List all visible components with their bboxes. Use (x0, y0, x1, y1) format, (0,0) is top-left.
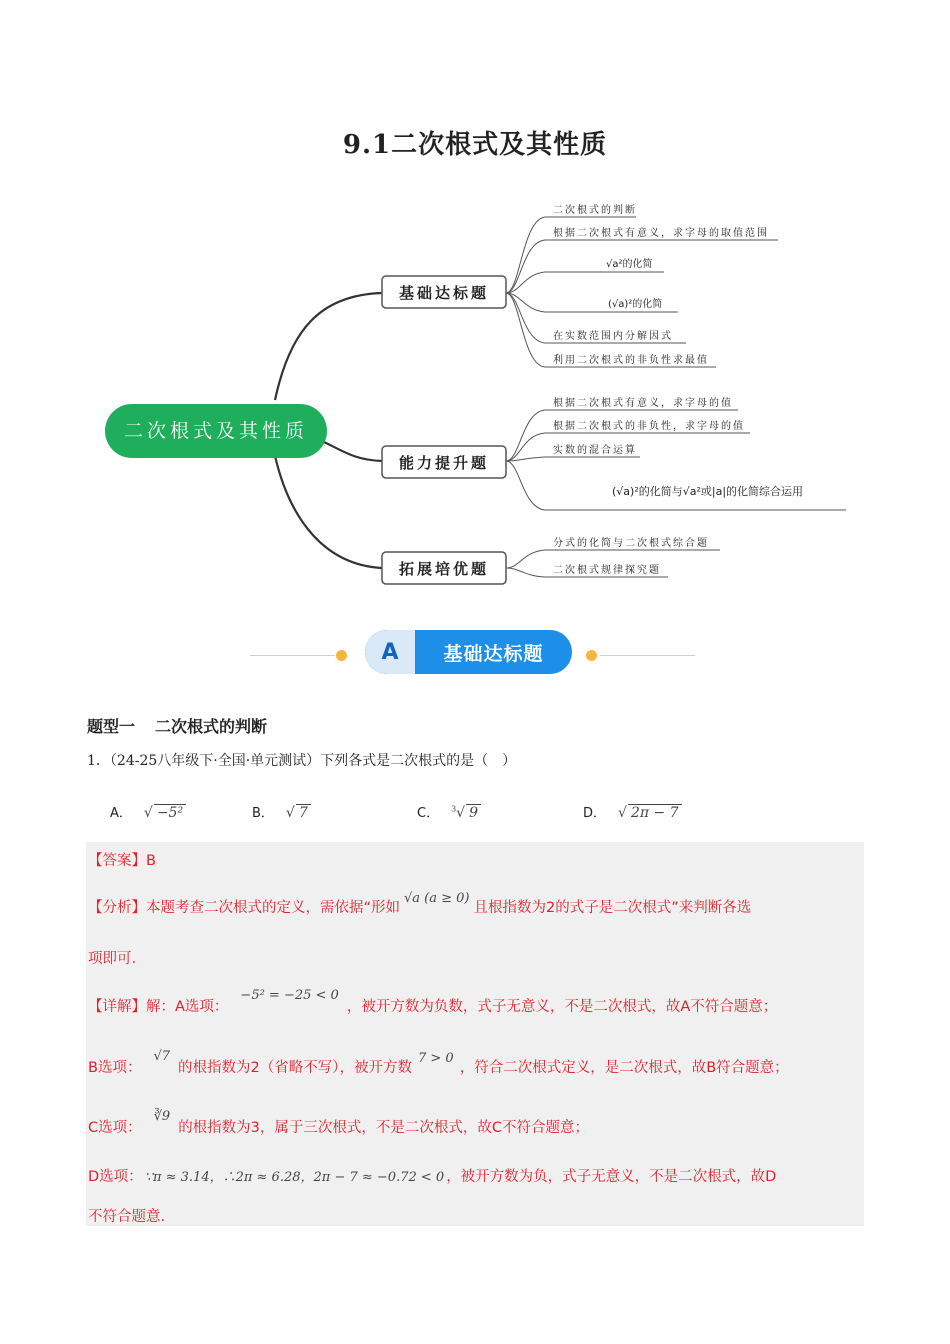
detail-b-mid: 的根指数为2（省略不写），被开方数 (178, 1060, 412, 1076)
analysis-tag: 【分析】 (88, 900, 146, 916)
detail-tag: 【详解】 (88, 999, 146, 1015)
leaf-basic-5: 在实数范围内分解因式 (553, 331, 673, 342)
branch-label-extension: 拓展培优题 (398, 560, 490, 578)
detail-b-post: ，符合二次根式定义，是二次根式，故B符合题意； (459, 1060, 789, 1076)
banner-pill (365, 630, 572, 674)
detail-b-math1: √7 (153, 1049, 171, 1064)
option-c-index: 3 (451, 804, 457, 814)
section-name: 二次根式的判断 (155, 717, 268, 736)
banner-dot-right (586, 650, 597, 661)
section-label: 题型一 (87, 717, 136, 736)
banner-dot-left (336, 650, 347, 661)
option-c-radicand: 9 (466, 804, 481, 821)
detail-d-math: ∵π ≈ 3.14，∴2π ≈ 6.28，2π − 7 ≈ −0.72 < 0 (144, 1170, 445, 1185)
detail-d-line (88, 1165, 776, 1186)
analysis-text-a: 本题考查二次根式的定义，需依据“形如 (146, 900, 401, 916)
banner-line-right (600, 655, 695, 656)
option-c: C． $^3$√ 9 (417, 786, 481, 821)
detail-a-post: ，被开方数为负数，式子无意义，不是二次根式，故A不符合题意； (346, 999, 778, 1015)
leaf-ext-1: 分式的化简与二次根式综合题 (553, 538, 709, 549)
option-a-label: A． (110, 806, 132, 821)
detail-b-math2: 7 > 0 (418, 1051, 454, 1066)
options-row (0, 786, 950, 822)
option-b-label: B． (252, 806, 274, 821)
analysis-math: √a (a ≥ 0) (404, 891, 470, 906)
detail-a-pre: 解：A选项： (146, 999, 229, 1015)
mind-map (0, 190, 950, 600)
detail-c-math: ∛9 (153, 1109, 171, 1124)
leaf-basic-6: 利用二次根式的非负性求最值 (553, 355, 709, 366)
analysis-line (88, 891, 752, 917)
leaf-adv-2: 根据二次根式的非负性，求字母的值 (553, 421, 745, 432)
banner-line-left (250, 655, 335, 656)
option-a-radicand: −5² (154, 804, 186, 821)
banner-letter: A (365, 630, 415, 674)
detail-d-post: ，被开方数为负，式子无意义，不是二次根式，故D (446, 1169, 777, 1185)
section-heading (87, 714, 267, 737)
question-text: 1．（24-25八年级下·全国·单元测试）下列各式是二次根式的是（ ） (87, 753, 517, 769)
detail-b-pre: B选项： (88, 1060, 142, 1076)
detail-d-pre: D选项： (88, 1169, 143, 1185)
detail-c-post: 的根指数为3，属于三次根式，不是二次根式，故C不符合题意； (178, 1120, 590, 1136)
analysis-text-b: 且根指数为2的式子是二次根式”来判断各选 (473, 900, 752, 916)
page-title: 9.1二次根式及其性质 (342, 130, 608, 160)
leaf-basic-2: 根据二次根式有意义，求字母的取值范围 (553, 228, 769, 239)
detail-c-pre: C选项： (88, 1120, 142, 1136)
mindmap-root-label: 二次根式及其性质 (123, 420, 309, 442)
answer-value: B (146, 853, 156, 869)
leaf-basic-4: (√a)²的化简 (608, 299, 663, 310)
leaf-adv-1: 根据二次根式有意义，求字母的值 (553, 398, 733, 409)
option-d-radicand: 2π − 7 (628, 804, 682, 821)
section-banner (250, 628, 700, 676)
option-d: D． √ 2π − 7 (583, 786, 682, 821)
option-b-radicand: 7 (296, 804, 311, 821)
detail-b-line (88, 1049, 789, 1077)
detail-a-math: −5² = −25 < 0 (240, 988, 339, 1003)
leaf-basic-3: √a²的化简 (606, 259, 653, 270)
option-b: B． √ 7 (252, 786, 311, 821)
branch-label-basic: 基础达标题 (398, 284, 490, 302)
leaf-basic-1: 二次根式的判断 (553, 205, 637, 216)
option-d-label: D． (583, 806, 607, 821)
answer-tag: 【答案】 (88, 853, 146, 869)
banner-text: 基础达标题 (443, 642, 544, 665)
leaf-adv-3: 实数的混合运算 (553, 445, 637, 456)
leaf-ext-2: 二次根式规律探究题 (553, 565, 661, 576)
branch-label-advanced: 能力提升题 (398, 454, 490, 472)
analysis-line-2: 项即可. (88, 951, 137, 967)
detail-d-line-2: 不符合题意. (88, 1209, 166, 1225)
option-c-label: C． (417, 806, 440, 821)
option-a: A． √ −5² (110, 786, 186, 821)
answer-line (88, 849, 156, 870)
detail-a-line (88, 988, 778, 1016)
detail-c-line (88, 1109, 590, 1137)
leaf-adv-4: (√a)²的化简与√a²或|a|的化简综合运用 (612, 485, 804, 498)
